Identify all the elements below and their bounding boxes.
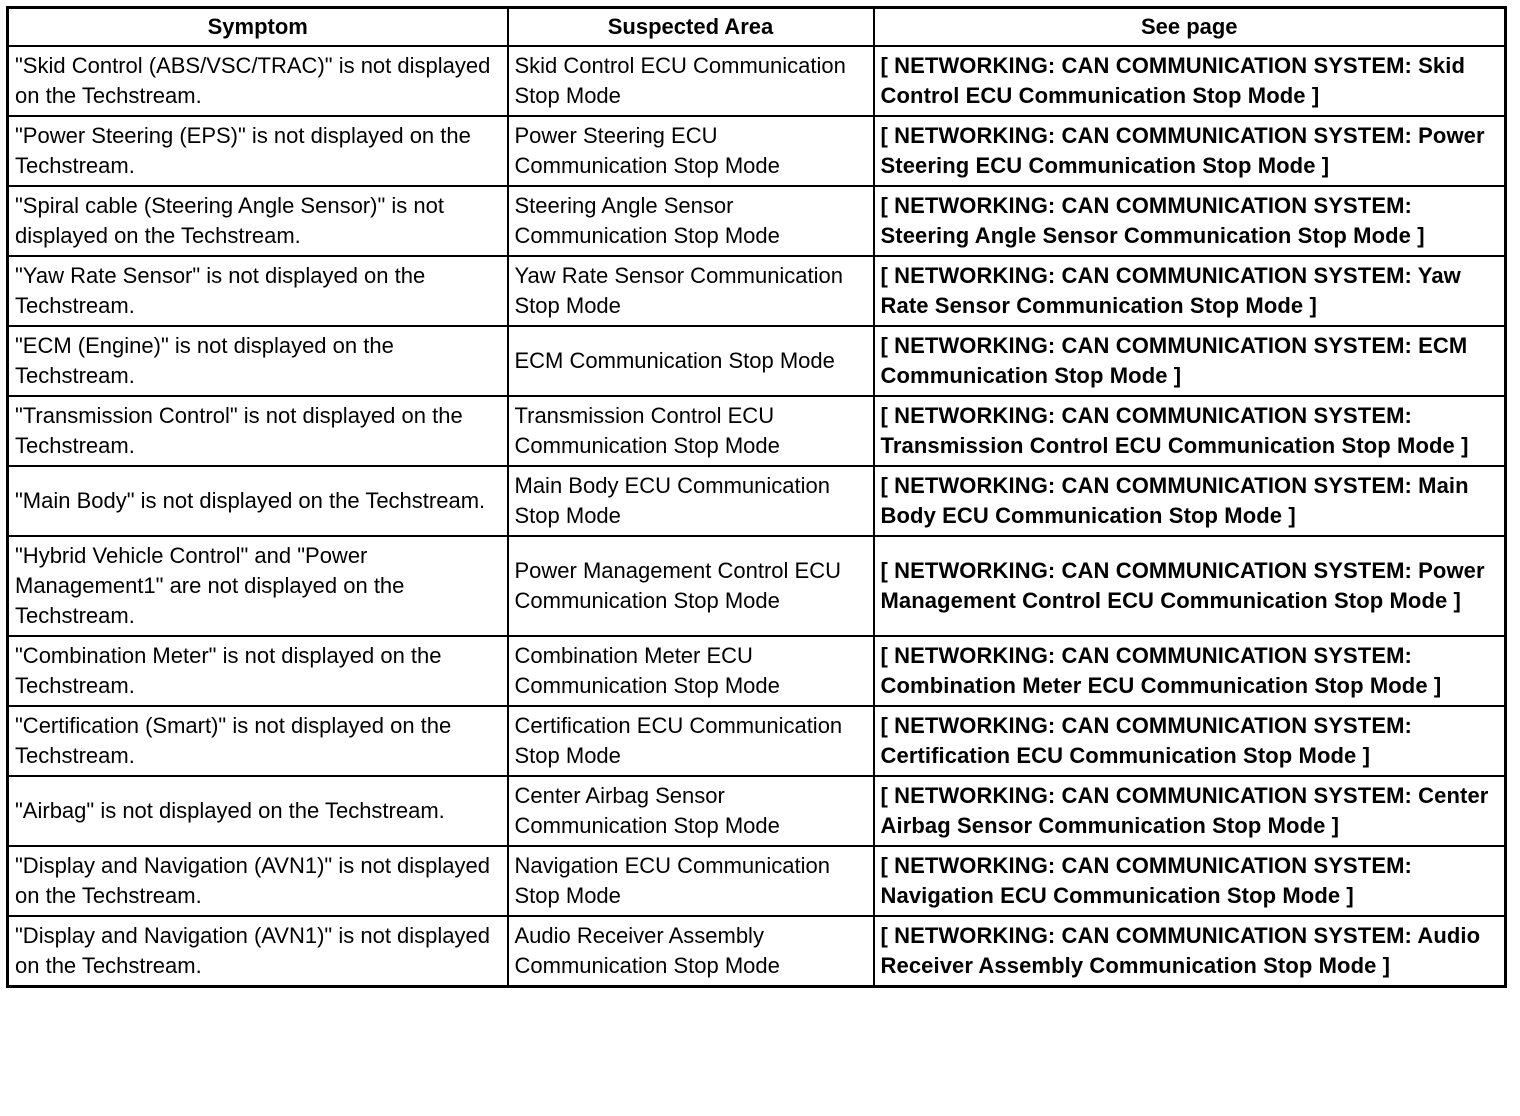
see-page-link[interactable]: [ NETWORKING: CAN COMMUNICATION SYSTEM: ECM Communication Stop Mode ] bbox=[874, 326, 1506, 396]
table-row bbox=[8, 186, 1506, 256]
suspected-area-cell: Steering Angle Sensor Communication Stop Mode bbox=[508, 186, 874, 256]
table-row bbox=[8, 326, 1506, 396]
table-row bbox=[8, 536, 1506, 636]
suspected-area-cell: Navigation ECU Communication Stop Mode bbox=[508, 846, 874, 916]
table-row bbox=[8, 776, 1506, 846]
symptom-cell: "Main Body" is not displayed on the Techstream. bbox=[8, 466, 508, 536]
suspected-area-cell: ECM Communication Stop Mode bbox=[508, 326, 874, 396]
see-page-link[interactable]: [ NETWORKING: CAN COMMUNICATION SYSTEM: Steering Angle Sensor Communication Stop Mode ] bbox=[874, 186, 1506, 256]
table-row bbox=[8, 846, 1506, 916]
document bbox=[6, 6, 1507, 988]
suspected-area-cell: Combination Meter ECU Communication Stop Mode bbox=[508, 636, 874, 706]
symptom-cell: "ECM (Engine)" is not displayed on the Techstream. bbox=[8, 326, 508, 396]
table-row bbox=[8, 396, 1506, 466]
header-see-page: See page bbox=[874, 8, 1506, 47]
table-row bbox=[8, 466, 1506, 536]
header-suspected-area: Suspected Area bbox=[508, 8, 874, 47]
symptom-cell: "Power Steering (EPS)" is not displayed on the Techstream. bbox=[8, 116, 508, 186]
table-row bbox=[8, 116, 1506, 186]
table-row bbox=[8, 636, 1506, 706]
see-page-link[interactable]: [ NETWORKING: CAN COMMUNICATION SYSTEM: Certification ECU Communication Stop Mode ] bbox=[874, 706, 1506, 776]
suspected-area-cell: Transmission Control ECU Communication Stop Mode bbox=[508, 396, 874, 466]
header-row bbox=[8, 8, 1506, 47]
symptom-cell: "Yaw Rate Sensor" is not displayed on the Techstream. bbox=[8, 256, 508, 326]
symptom-cell: "Transmission Control" is not displayed on the Techstream. bbox=[8, 396, 508, 466]
symptom-cell: "Hybrid Vehicle Control" and "Power Management1" are not displayed on the Techstream. bbox=[8, 536, 508, 636]
suspected-area-cell: Main Body ECU Communication Stop Mode bbox=[508, 466, 874, 536]
symptom-cell: "Airbag" is not displayed on the Techstream. bbox=[8, 776, 508, 846]
suspected-area-cell: Yaw Rate Sensor Communication Stop Mode bbox=[508, 256, 874, 326]
header-symptom: Symptom bbox=[8, 8, 508, 47]
table-row bbox=[8, 706, 1506, 776]
symptom-cell: "Skid Control (ABS/VSC/TRAC)" is not displayed on the Techstream. bbox=[8, 46, 508, 116]
see-page-link[interactable]: [ NETWORKING: CAN COMMUNICATION SYSTEM: Power Steering ECU Communication Stop Mode ] bbox=[874, 116, 1506, 186]
see-page-link[interactable]: [ NETWORKING: CAN COMMUNICATION SYSTEM: Transmission Control ECU Communication Stop Mode ] bbox=[874, 396, 1506, 466]
see-page-link[interactable]: [ NETWORKING: CAN COMMUNICATION SYSTEM: Power Management Control ECU Communication Stop Mode ] bbox=[874, 536, 1506, 636]
table-row bbox=[8, 256, 1506, 326]
see-page-link[interactable]: [ NETWORKING: CAN COMMUNICATION SYSTEM: Audio Receiver Assembly Communication Stop Mode ] bbox=[874, 916, 1506, 987]
table-row bbox=[8, 46, 1506, 116]
symptom-cell: "Combination Meter" is not displayed on the Techstream. bbox=[8, 636, 508, 706]
symptom-cell: "Display and Navigation (AVN1)" is not displayed on the Techstream. bbox=[8, 916, 508, 987]
table-row bbox=[8, 916, 1506, 987]
see-page-link[interactable]: [ NETWORKING: CAN COMMUNICATION SYSTEM: Main Body ECU Communication Stop Mode ] bbox=[874, 466, 1506, 536]
symptom-table bbox=[6, 6, 1507, 988]
suspected-area-cell: Power Management Control ECU Communication Stop Mode bbox=[508, 536, 874, 636]
see-page-link[interactable]: [ NETWORKING: CAN COMMUNICATION SYSTEM: Center Airbag Sensor Communication Stop Mode ] bbox=[874, 776, 1506, 846]
suspected-area-cell: Certification ECU Communication Stop Mode bbox=[508, 706, 874, 776]
symptom-cell: "Display and Navigation (AVN1)" is not displayed on the Techstream. bbox=[8, 846, 508, 916]
suspected-area-cell: Skid Control ECU Communication Stop Mode bbox=[508, 46, 874, 116]
symptom-cell: "Spiral cable (Steering Angle Sensor)" is not displayed on the Techstream. bbox=[8, 186, 508, 256]
see-page-link[interactable]: [ NETWORKING: CAN COMMUNICATION SYSTEM: Navigation ECU Communication Stop Mode ] bbox=[874, 846, 1506, 916]
see-page-link[interactable]: [ NETWORKING: CAN COMMUNICATION SYSTEM: Yaw Rate Sensor Communication Stop Mode ] bbox=[874, 256, 1506, 326]
see-page-link[interactable]: [ NETWORKING: CAN COMMUNICATION SYSTEM: Combination Meter ECU Communication Stop Mode ] bbox=[874, 636, 1506, 706]
suspected-area-cell: Audio Receiver Assembly Communication Stop Mode bbox=[508, 916, 874, 987]
suspected-area-cell: Power Steering ECU Communication Stop Mode bbox=[508, 116, 874, 186]
see-page-link[interactable]: [ NETWORKING: CAN COMMUNICATION SYSTEM: Skid Control ECU Communication Stop Mode ] bbox=[874, 46, 1506, 116]
symptom-cell: "Certification (Smart)" is not displayed on the Techstream. bbox=[8, 706, 508, 776]
suspected-area-cell: Center Airbag Sensor Communication Stop Mode bbox=[508, 776, 874, 846]
